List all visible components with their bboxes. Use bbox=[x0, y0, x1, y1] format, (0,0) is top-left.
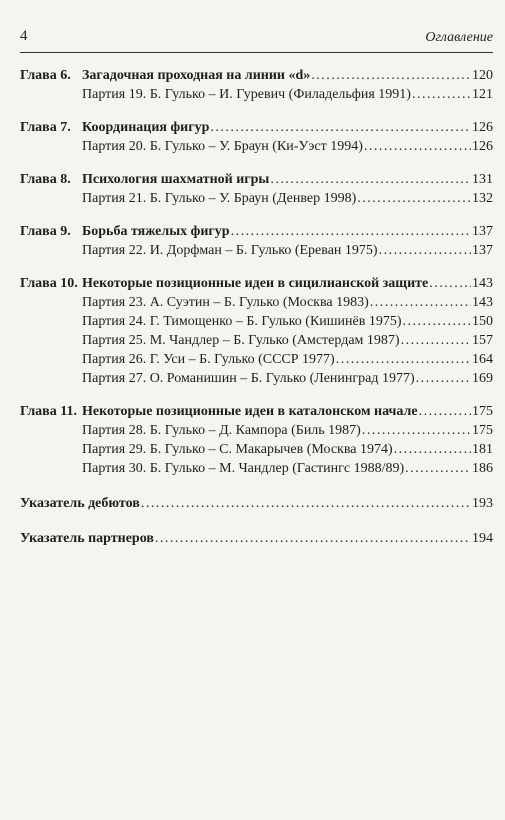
page-header bbox=[20, 28, 493, 53]
page-ref: 164 bbox=[472, 352, 493, 367]
page-number: 4 bbox=[20, 28, 28, 44]
game-title: Партия 24. Г. Тимощенко – Б. Гулько (Кишинёв 1975) bbox=[82, 314, 402, 329]
chapter-label: Глава 8. bbox=[20, 172, 71, 187]
game-entry[interactable] bbox=[20, 312, 493, 331]
chapter-label: Глава 10. bbox=[20, 276, 78, 291]
page-ref: 132 bbox=[472, 191, 493, 206]
chapter-11-entry[interactable] bbox=[20, 402, 493, 421]
page-ref: 126 bbox=[472, 120, 493, 135]
game-entry[interactable] bbox=[20, 440, 493, 459]
page-ref: 120 bbox=[472, 68, 493, 83]
dot-leader bbox=[357, 189, 471, 208]
chapter-title: Психология шахматной игры bbox=[82, 172, 270, 187]
game-entry[interactable] bbox=[20, 137, 493, 156]
page-ref: 150 bbox=[472, 314, 493, 329]
game-title: Партия 19. Б. Гулько – И. Гуревич (Филадельфия 1991) bbox=[82, 87, 411, 102]
dot-leader bbox=[231, 222, 471, 241]
page-ref: 126 bbox=[472, 139, 493, 154]
page-ref: 137 bbox=[472, 224, 493, 239]
chapter-9-entry[interactable] bbox=[20, 222, 493, 241]
game-title: Партия 20. Б. Гулько – У. Браун (Ки-Уэст 1994) bbox=[82, 139, 363, 154]
game-title: Партия 26. Г. Уси – Б. Гулько (СССР 1977) bbox=[82, 352, 335, 367]
dot-leader bbox=[416, 369, 471, 388]
game-entry[interactable] bbox=[20, 293, 493, 312]
dot-leader bbox=[362, 421, 471, 440]
chapter-6-entry[interactable] bbox=[20, 66, 493, 85]
chapter-label: Глава 9. bbox=[20, 224, 71, 239]
chapter-8-entry[interactable] bbox=[20, 170, 493, 189]
chapter-label: Глава 7. bbox=[20, 120, 71, 135]
dot-leader bbox=[379, 241, 471, 260]
game-entry[interactable] bbox=[20, 350, 493, 369]
game-title: Партия 27. О. Романишин – Б. Гулько (Ленинград 1977) bbox=[82, 371, 415, 386]
page-ref: 137 bbox=[472, 243, 493, 258]
dot-leader bbox=[210, 118, 471, 137]
page-ref: 157 bbox=[472, 333, 493, 348]
index-title: Указатель дебютов bbox=[20, 496, 140, 511]
openings-index-entry[interactable] bbox=[20, 494, 493, 513]
game-entry[interactable] bbox=[20, 85, 493, 104]
game-entry[interactable] bbox=[20, 459, 493, 478]
game-entry[interactable] bbox=[20, 421, 493, 440]
dot-leader bbox=[370, 293, 471, 312]
dot-leader bbox=[401, 331, 471, 350]
chapter-7-entry[interactable] bbox=[20, 118, 493, 137]
page-ref: 131 bbox=[472, 172, 493, 187]
game-title: Партия 21. Б. Гулько – У. Браун (Денвер 1998) bbox=[82, 191, 357, 206]
dot-leader bbox=[336, 350, 471, 369]
page-ref: 143 bbox=[472, 295, 493, 310]
chapter-label: Глава 6. bbox=[20, 68, 71, 83]
dot-leader bbox=[429, 274, 471, 293]
chapter-10-entry[interactable] bbox=[20, 274, 493, 293]
game-entry[interactable] bbox=[20, 369, 493, 388]
page-ref: 186 bbox=[472, 461, 493, 476]
dot-leader bbox=[394, 440, 471, 459]
page-ref: 175 bbox=[472, 404, 493, 419]
game-title: Партия 22. И. Дорфман – Б. Гулько (Ереван 1975) bbox=[82, 243, 378, 258]
dot-leader bbox=[419, 402, 471, 421]
page-ref: 169 bbox=[472, 371, 493, 386]
game-title: Партия 25. М. Чандлер – Б. Гулько (Амстердам 1987) bbox=[82, 333, 400, 348]
chapter-label: Глава 11. bbox=[20, 404, 77, 419]
game-title: Партия 29. Б. Гулько – С. Макарычев (Москва 1974) bbox=[82, 442, 393, 457]
dot-leader bbox=[141, 494, 471, 513]
page-ref: 175 bbox=[472, 423, 493, 438]
dot-leader bbox=[311, 66, 471, 85]
dot-leader bbox=[403, 312, 471, 331]
dot-leader bbox=[155, 529, 471, 548]
page-ref: 193 bbox=[472, 496, 493, 511]
page-ref: 181 bbox=[472, 442, 493, 457]
page-ref: 194 bbox=[472, 531, 493, 546]
game-entry[interactable] bbox=[20, 189, 493, 208]
dot-leader bbox=[405, 459, 471, 478]
game-title: Партия 28. Б. Гулько – Д. Кампора (Биль 1987) bbox=[82, 423, 361, 438]
chapter-title: Загадочная проходная на линии «d» bbox=[82, 68, 311, 83]
chapter-title: Борьба тяжелых фигур bbox=[82, 224, 230, 239]
game-title: Партия 23. А. Суэтин – Б. Гулько (Москва 1983) bbox=[82, 295, 369, 310]
dot-leader bbox=[412, 85, 471, 104]
chapter-title: Некоторые позиционные идеи в каталонском начале bbox=[82, 404, 418, 419]
game-title: Партия 30. Б. Гулько – М. Чандлер (Гастингс 1988/89) bbox=[82, 461, 405, 476]
page-ref: 121 bbox=[472, 87, 493, 102]
index-title: Указатель партнеров bbox=[20, 531, 154, 546]
page-ref: 143 bbox=[472, 276, 493, 291]
game-entry[interactable] bbox=[20, 241, 493, 260]
partners-index-entry[interactable] bbox=[20, 529, 493, 548]
table-of-contents bbox=[20, 66, 493, 548]
running-title: Оглавление bbox=[425, 30, 493, 45]
dot-leader bbox=[364, 137, 471, 156]
dot-leader bbox=[270, 170, 471, 189]
chapter-title: Некоторые позиционные идеи в сицилианской защите bbox=[82, 276, 429, 291]
game-entry[interactable] bbox=[20, 331, 493, 350]
chapter-title: Координация фигур bbox=[82, 120, 210, 135]
